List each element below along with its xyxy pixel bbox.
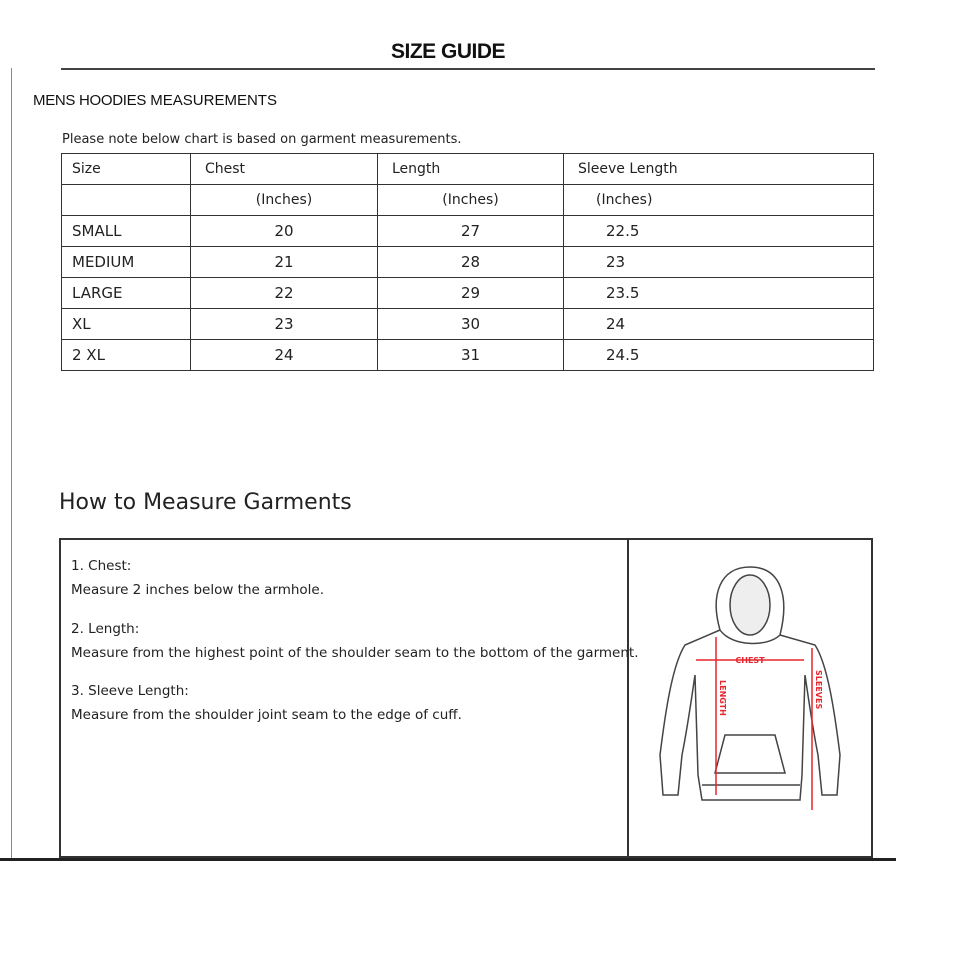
step-chest-label: 1. Chest: <box>71 558 132 574</box>
cell-chest: 23 <box>191 309 378 340</box>
cell-chest: 24 <box>191 340 378 371</box>
cell-size: MEDIUM <box>62 247 191 278</box>
step-chest-text: Measure 2 inches below the armhole. <box>71 582 325 598</box>
section-heading-bold: MENS HOODIES <box>33 92 147 109</box>
step-length-text: Measure from the highest point of the shoulder seam to the bottom of the garment. <box>71 645 639 661</box>
length-label: LENGTH <box>718 680 727 716</box>
cell-length: 27 <box>378 216 564 247</box>
title-divider <box>61 68 875 70</box>
header-size: Size <box>62 154 191 185</box>
cell-size: LARGE <box>62 278 191 309</box>
cell-size: 2 XL <box>62 340 191 371</box>
cell-size: SMALL <box>62 216 191 247</box>
hoodie-outline-icon <box>660 567 840 800</box>
unit-sleeve: (Inches) <box>564 185 874 216</box>
unit-size <box>62 185 191 216</box>
box-divider <box>627 538 629 856</box>
cell-sleeve: 23.5 <box>564 278 874 309</box>
step-length-label: 2. Length: <box>71 621 140 637</box>
cell-length: 29 <box>378 278 564 309</box>
cell-length: 30 <box>378 309 564 340</box>
section-heading <box>33 92 277 109</box>
cell-sleeve: 22.5 <box>564 216 874 247</box>
cell-length: 31 <box>378 340 564 371</box>
cell-chest: 20 <box>191 216 378 247</box>
cell-length: 28 <box>378 247 564 278</box>
left-border <box>11 68 12 860</box>
how-to-measure-heading: How to Measure Garments <box>59 490 352 515</box>
step-sleeve-text: Measure from the shoulder joint seam to the edge of cuff. <box>71 707 462 723</box>
table-row <box>62 247 874 278</box>
sleeves-label: SLEEVES <box>814 670 823 710</box>
hoodie-diagram <box>640 555 860 815</box>
table-units-row <box>62 185 874 216</box>
header-length: Length <box>378 154 564 185</box>
section-heading-rest: MEASUREMENTS <box>150 92 277 109</box>
table-header-row <box>62 154 874 185</box>
cell-chest: 22 <box>191 278 378 309</box>
step-sleeve-label: 3. Sleeve Length: <box>71 683 189 699</box>
cell-size: XL <box>62 309 191 340</box>
unit-chest: (Inches) <box>191 185 378 216</box>
unit-length: (Inches) <box>378 185 564 216</box>
table-row <box>62 278 874 309</box>
table-row <box>62 309 874 340</box>
header-chest: Chest <box>191 154 378 185</box>
chest-label: CHEST <box>735 656 765 665</box>
header-sleeve-length: Sleeve Length <box>564 154 874 185</box>
size-table <box>61 153 874 371</box>
bottom-divider <box>0 858 896 861</box>
table-row <box>62 340 874 371</box>
cell-sleeve: 23 <box>564 247 874 278</box>
cell-chest: 21 <box>191 247 378 278</box>
cell-sleeve: 24 <box>564 309 874 340</box>
cell-sleeve: 24.5 <box>564 340 874 371</box>
page-title: SIZE GUIDE <box>390 40 506 63</box>
table-row <box>62 216 874 247</box>
chart-note: Please note below chart is based on garment measurements. <box>62 132 462 147</box>
